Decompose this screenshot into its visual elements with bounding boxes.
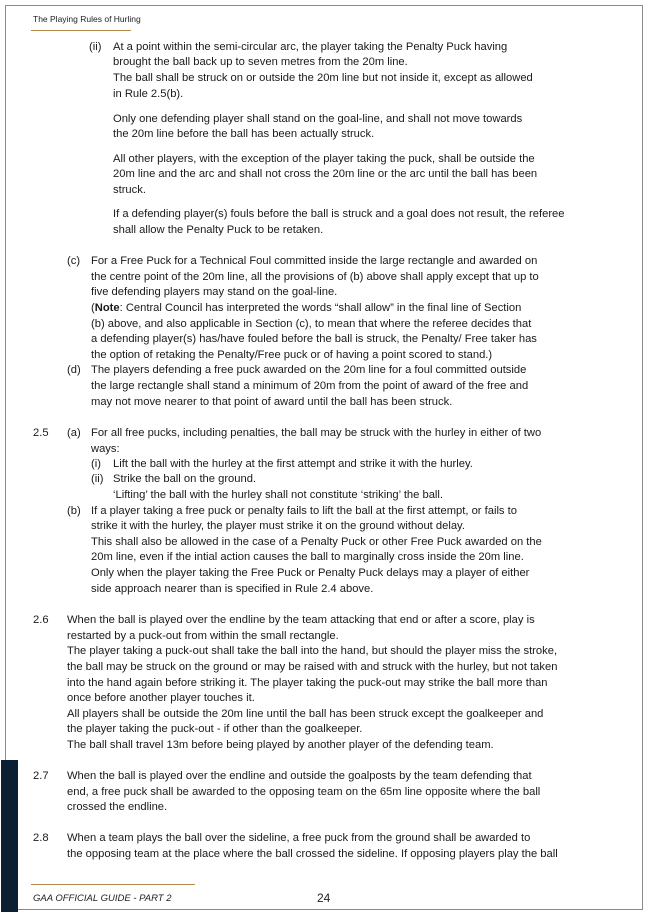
paragraph-line: All other players, with the exception of the player taking the puck, shall be outside the xyxy=(113,153,535,165)
paragraph-line: (b) above, and also applicable in Section (c), to mean that where the referee decides that xyxy=(91,318,532,330)
paragraph-line: the opposing team at the place where the ball crossed the sideline. If opposing players play the ball xyxy=(67,848,558,860)
paragraph-line: into the hand again before striking it. The player taking the puck-out may strike the ball more than xyxy=(67,677,548,689)
paragraph-line: crossed the endline. xyxy=(67,801,168,813)
paragraph-line: struck. xyxy=(113,184,146,196)
section-number-2-8: 2.8 xyxy=(33,832,49,844)
item-label-c: (c) xyxy=(67,255,81,267)
item-label-ii: (ii) xyxy=(89,41,102,53)
paragraph-line: shall allow the Penalty Puck to be retaken. xyxy=(113,224,324,236)
item-label-i: (i) xyxy=(91,458,101,470)
paragraph-line: the 20m line before the ball has been actually struck. xyxy=(113,128,375,140)
page-number: 24 xyxy=(317,891,331,905)
paragraph-line: side approach nearer than is specified in Rule 2.4 above. xyxy=(91,583,374,595)
paragraph-line: strike it with the hurley, the player must strike it on the ground without delay. xyxy=(91,520,465,532)
footer-guide-title: GAA OFFICIAL GUIDE - PART 2 xyxy=(33,893,172,904)
paragraph-line: may not move nearer to that point of award until the ball has been struck. xyxy=(91,396,453,408)
paragraph-line: five defending players may stand on the goal-line. xyxy=(91,286,338,298)
paragraph-line: When the ball is played over the endline by the team attacking that end or after a score, play is xyxy=(67,614,535,626)
paragraph-line: ‘Lifting’ the ball with the hurley shall not constitute ‘striking’ the ball. xyxy=(113,489,443,501)
paragraph-line: once before another player touches it. xyxy=(67,692,255,704)
paragraph-line: 20m line and the arc and shall not cross the 20m line or the arc until the ball has been xyxy=(113,168,538,180)
paragraph-line: brought the ball back up to seven metres from the 20m line. xyxy=(113,56,408,68)
paragraph-line: restarted by a puck-out from within the small rectangle. xyxy=(67,630,339,642)
paragraph-line: the option of retaking the Penalty/Free puck or of having a point scored to stand.) xyxy=(91,349,493,361)
paragraph-line: When the ball is played over the endline and outside the goalposts by the team defending that xyxy=(67,770,532,782)
paragraph-line: 20m line, even if the intial action causes the ball to marginally cross inside the 20m line. xyxy=(91,551,524,563)
note-text: : Central Council has interpreted the words “shall allow” in the final line of Section xyxy=(119,302,522,314)
side-accent-bar xyxy=(1,760,18,912)
paragraph-line: a defending player(s) has/have fouled before the ball is struck, the Penalty/ Free taker has xyxy=(91,333,537,345)
paragraph-line: The players defending a free puck awarded on the 20m line for a foul committed outside xyxy=(91,364,527,376)
section-number-2-6: 2.6 xyxy=(33,614,49,626)
paragraph-line: the centre point of the 20m line, all the provisions of (b) above shall apply except that up to xyxy=(91,271,539,283)
paragraph-line: ways: xyxy=(91,443,120,455)
paragraph-line: If a player taking a free puck or penalty fails to lift the ball at the first attempt, or fails to xyxy=(91,505,517,517)
paragraph-line: All players shall be outside the 20m line until the ball has been struck except the goalkeeper and xyxy=(67,708,544,720)
paragraph-line: the player taking the puck-out - if other than the goalkeeper. xyxy=(67,723,363,735)
header-rule xyxy=(31,30,131,31)
note-label: Note xyxy=(94,302,120,314)
section-number-2-5: 2.5 xyxy=(33,427,49,439)
item-label-a: (a) xyxy=(67,427,81,439)
footer-rule xyxy=(31,884,195,885)
running-title: The Playing Rules of Hurling xyxy=(33,14,141,24)
paragraph-line: The ball shall be struck on or outside the 20m line but not inside it, except as allowed xyxy=(113,72,533,84)
note-line xyxy=(91,301,521,315)
paragraph-line: For a Free Puck for a Technical Foul committed inside the large rectangle and awarded on xyxy=(91,255,538,267)
item-label-ii: (ii) xyxy=(91,473,104,485)
paragraph-line: For all free pucks, including penalties, the ball may be struck with the hurley in either of two xyxy=(91,427,542,439)
paragraph-line: the large rectangle shall stand a minimum of 20m from the point of award of the free and xyxy=(91,380,529,392)
paragraph-line: Only when the player taking the Free Puck or Penalty Puck delays may a player of either xyxy=(91,567,530,579)
paragraph-line: Only one defending player shall stand on the goal-line, and shall not move towards xyxy=(113,113,523,125)
paragraph-line: the ball may be struck on the ground or may be raised with and struck with the hurley, but not taken xyxy=(67,661,558,673)
paragraph-line: This shall also be allowed in the case of a Penalty Puck or other Free Puck awarded on the xyxy=(91,536,542,548)
paragraph-line: When a team plays the ball over the sideline, a free puck from the ground shall be awarded to xyxy=(67,832,531,844)
paragraph-line: Strike the ball on the ground. xyxy=(113,473,257,485)
paragraph-line: Lift the ball with the hurley at the first attempt and strike it with the hurley. xyxy=(113,458,473,470)
paragraph-line: in Rule 2.5(b). xyxy=(113,88,184,100)
section-number-2-7: 2.7 xyxy=(33,770,49,782)
item-label-d: (d) xyxy=(67,364,81,376)
item-label-b: (b) xyxy=(67,505,81,517)
paragraph-line: The ball shall travel 13m before being played by another player of the defending team. xyxy=(67,739,494,751)
paragraph-line: At a point within the semi-circular arc, the player taking the Penalty Puck having xyxy=(113,41,508,53)
paragraph-line: If a defending player(s) fouls before the ball is struck and a goal does not result, the referee xyxy=(113,208,565,220)
note-open-paren: ( xyxy=(91,302,95,314)
paragraph-line: end, a free puck shall be awarded to the opposing team on the 65m line opposite where the ball xyxy=(67,786,541,798)
paragraph-line: The player taking a puck-out shall take the ball into the hand, but should the player miss the stroke, xyxy=(67,645,558,657)
